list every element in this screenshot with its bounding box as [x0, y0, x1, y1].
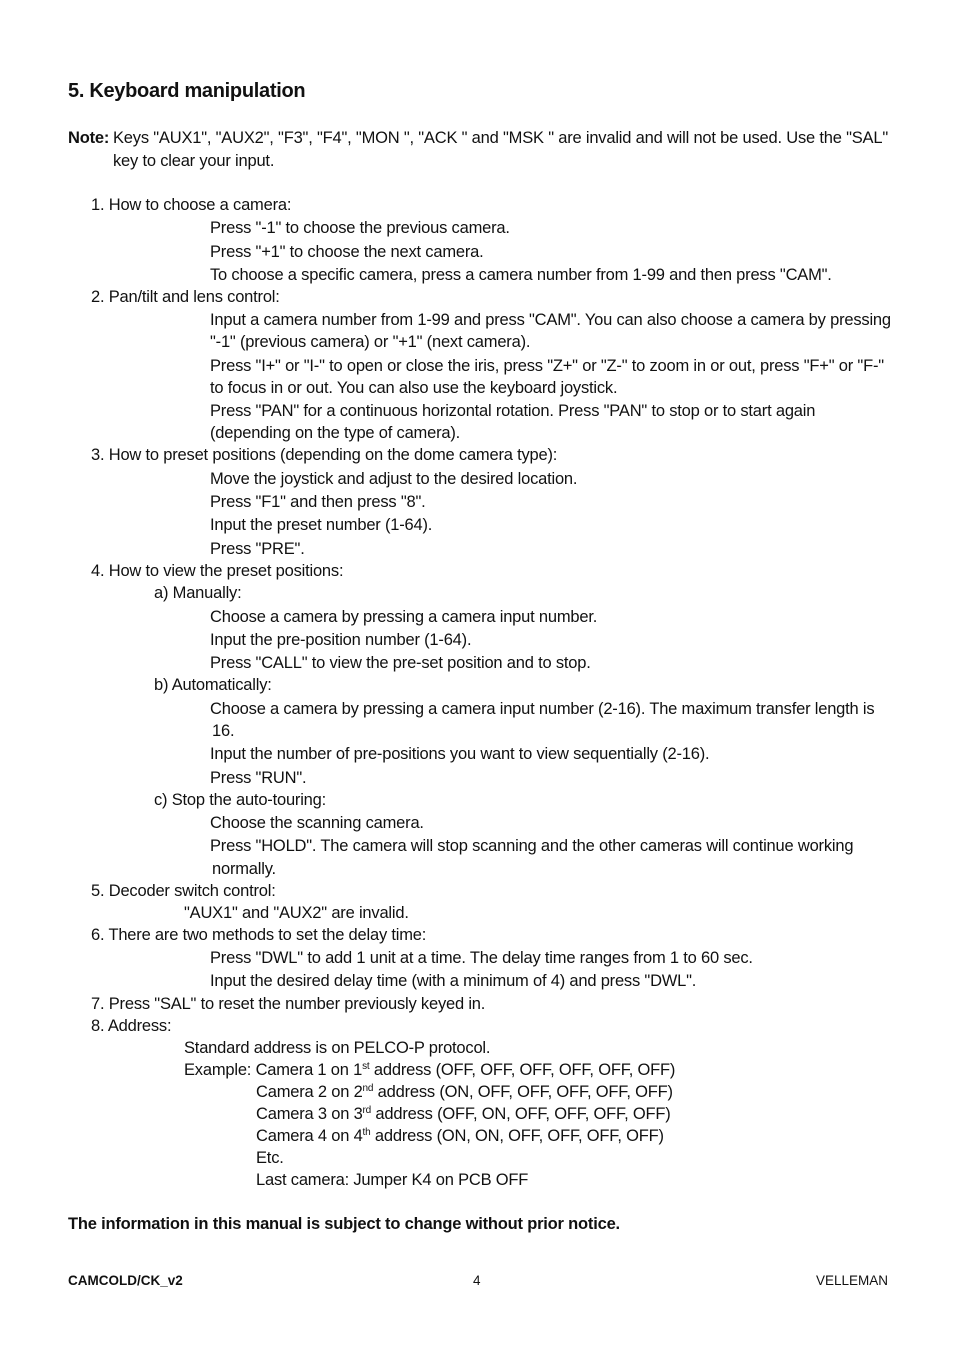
item-2-line: Press "I+" or "I-" to open or close the iris, press "Z+" or "Z-" to zoom in or out, press "F+" or "F-" — [210, 357, 884, 375]
item-4b-line: 16. — [212, 722, 235, 740]
item-6-line: Press "DWL" to add 1 unit at a time. The delay time ranges from 1 to 60 sec. — [210, 949, 753, 967]
item-5-title: 5. Decoder switch control: — [91, 882, 276, 900]
item-3-line: Move the joystick and adjust to the desired location. — [210, 470, 578, 488]
note-text-line-1: Keys "AUX1", "AUX2", "F3", "F4", "MON ", "ACK " and "MSK " are invalid and will not be used. Use the "SAL" — [113, 129, 888, 147]
item-4c-label: c) Stop the auto-touring: — [154, 791, 327, 809]
item-4b-line: Choose a camera by pressing a camera input number (2-16). The maximum transfer length is — [210, 700, 875, 718]
item-2-line: "-1" (previous camera) or "+1" (next camera). — [210, 333, 531, 351]
address-camera-4: Camera 4 on 4th address (ON, ON, OFF, OFF, OFF, OFF) — [256, 1127, 664, 1145]
item-4a-line: Press "CALL" to view the pre-set position and to stop. — [210, 654, 591, 672]
address-last-camera: Last camera: Jumper K4 on PCB OFF — [256, 1171, 529, 1189]
item-4c-line: Press "HOLD". The camera will stop scanning and the other cameras will continue working — [210, 837, 854, 855]
item-3-line: Press "F1" and then press "8". — [210, 493, 426, 511]
item-8-line: Standard address is on PELCO-P protocol. — [184, 1039, 491, 1057]
item-2-title: 2. Pan/tilt and lens control: — [91, 288, 280, 306]
item-4a-line: Choose a camera by pressing a camera input number. — [210, 608, 598, 626]
item-3-line: Input the preset number (1-64). — [210, 516, 433, 534]
section-heading: 5. Keyboard manipulation — [68, 80, 306, 102]
note-label: Note: — [68, 129, 110, 147]
item-2-line: Press "PAN" for a continuous horizontal rotation. Press "PAN" to stop or to start again — [210, 402, 816, 420]
item-4-title: 4. How to view the preset positions: — [91, 562, 344, 580]
item-4a-line: Input the pre-position number (1-64). — [210, 631, 472, 649]
item-1-title: 1. How to choose a camera: — [91, 196, 292, 214]
item-4c-line: normally. — [212, 860, 276, 878]
item-2-line: Input a camera number from 1-99 and press "CAM". You can also choose a camera by pressing — [210, 311, 891, 329]
item-4b-line: Press "RUN". — [210, 769, 307, 787]
address-etc: Etc. — [256, 1149, 284, 1167]
address-camera-3: Camera 3 on 3rd address (OFF, ON, OFF, OFF, OFF, OFF) — [256, 1105, 671, 1123]
item-6-line: Input the desired delay time (with a minimum of 4) and press "DWL". — [210, 972, 697, 990]
address-example: Example: Camera 1 on 1st address (OFF, OFF, OFF, OFF, OFF, OFF) — [184, 1061, 676, 1079]
address-camera-2: Camera 2 on 2nd address (ON, OFF, OFF, OFF, OFF, OFF) — [256, 1083, 673, 1101]
item-4b-line: Input the number of pre-positions you want to view sequentially (2-16). — [210, 745, 710, 763]
item-3-title: 3. How to preset positions (depending on the dome camera type): — [91, 446, 558, 464]
item-2-line: (depending on the type of camera). — [210, 424, 461, 442]
item-7-title: 7. Press "SAL" to reset the number previously keyed in. — [91, 995, 486, 1013]
item-8-title: 8. Address: — [91, 1017, 172, 1035]
footer-page-number: 4 — [473, 1273, 481, 1288]
item-3-line: Press "PRE". — [210, 540, 305, 558]
footer-brand: VELLEMAN — [816, 1273, 889, 1288]
item-6-title: 6. There are two methods to set the delay time: — [91, 926, 427, 944]
item-4b-label: b) Automatically: — [154, 676, 272, 694]
item-1-line: To choose a specific camera, press a camera number from 1-99 and then press "CAM". — [210, 266, 832, 284]
item-5-line: "AUX1" and "AUX2" are invalid. — [184, 904, 409, 922]
note-text-line-2: key to clear your input. — [113, 152, 275, 170]
item-2-line: to focus in or out. You can also use the keyboard joystick. — [210, 379, 618, 397]
item-4a-label: a) Manually: — [154, 584, 242, 602]
footer-doc-code: CAMCOLD/CK_v2 — [68, 1273, 183, 1288]
disclaimer: The information in this manual is subject to change without prior notice. — [68, 1215, 620, 1233]
item-4c-line: Choose the scanning camera. — [210, 814, 424, 832]
item-1-line: Press "-1" to choose the previous camera. — [210, 219, 510, 237]
item-1-line: Press "+1" to choose the next camera. — [210, 243, 484, 261]
